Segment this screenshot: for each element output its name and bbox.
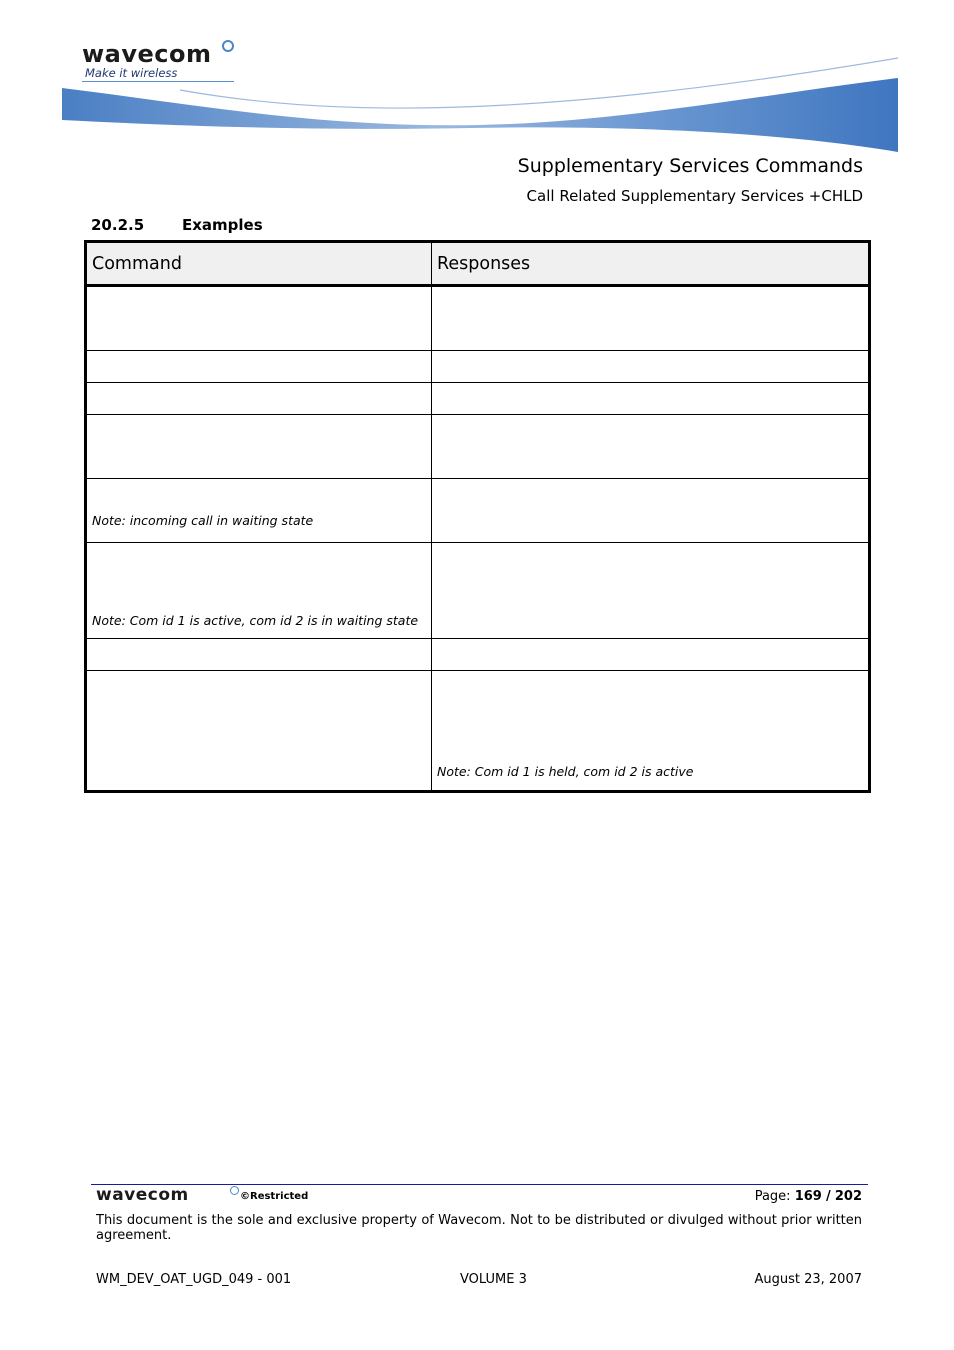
section-title: Examples bbox=[182, 216, 263, 234]
response-cell bbox=[432, 543, 870, 639]
command-cell bbox=[86, 671, 432, 792]
restricted-label: ©Restricted bbox=[240, 1191, 309, 1202]
confidentiality-notice: This document is the sole and exclusive property of Wavecom. Not to be distributed or divulged without prior written agreement. bbox=[96, 1213, 862, 1243]
footer-wavecom-logo: wavecom bbox=[96, 1185, 189, 1205]
section-heading bbox=[91, 216, 263, 234]
examples-table bbox=[84, 240, 871, 793]
document-date: August 23, 2007 bbox=[754, 1272, 862, 1287]
response-cell bbox=[432, 286, 870, 351]
page-number bbox=[755, 1189, 862, 1204]
table-row bbox=[86, 543, 870, 639]
page-label: Page: bbox=[754, 1189, 791, 1204]
header-command: Command bbox=[86, 242, 432, 286]
page-current: 169 bbox=[794, 1189, 822, 1204]
document-title: Supplementary Services Commands bbox=[517, 155, 863, 177]
section-number: 20.2.5 bbox=[91, 216, 145, 234]
response-cell bbox=[432, 383, 870, 415]
footer-rule bbox=[91, 1184, 868, 1185]
command-cell bbox=[86, 351, 432, 383]
footer-logo-swirl-icon bbox=[230, 1186, 239, 1195]
table-row bbox=[86, 351, 870, 383]
response-cell bbox=[432, 415, 870, 479]
command-cell bbox=[86, 383, 432, 415]
response-cell bbox=[432, 351, 870, 383]
command-cell bbox=[86, 415, 432, 479]
header-responses: Responses bbox=[432, 242, 870, 286]
table-row bbox=[86, 479, 870, 543]
command-cell: Note: incoming call in waiting state bbox=[86, 479, 432, 543]
document-subtitle: Call Related Supplementary Services +CHLD bbox=[526, 187, 863, 205]
command-cell bbox=[86, 639, 432, 671]
table-row bbox=[86, 383, 870, 415]
logo-tagline: Make it wireless bbox=[85, 66, 178, 80]
volume-label: VOLUME 3 bbox=[460, 1272, 527, 1287]
wavecom-logo: wavecom bbox=[82, 40, 212, 68]
table-header-row bbox=[86, 242, 870, 286]
command-cell: Note: Com id 1 is active, com id 2 is in waiting state bbox=[86, 543, 432, 639]
table-row bbox=[86, 286, 870, 351]
table-row bbox=[86, 639, 870, 671]
table-row bbox=[86, 671, 870, 792]
page-total: 202 bbox=[834, 1189, 862, 1204]
document-reference: WM_DEV_OAT_UGD_049 - 001 bbox=[96, 1272, 292, 1287]
command-cell bbox=[86, 286, 432, 351]
response-cell bbox=[432, 639, 870, 671]
response-cell: Note: Com id 1 is held, com id 2 is active bbox=[432, 671, 870, 792]
response-cell bbox=[432, 479, 870, 543]
header-swoosh bbox=[0, 50, 954, 160]
page-separator: / bbox=[825, 1189, 831, 1204]
table-row bbox=[86, 415, 870, 479]
